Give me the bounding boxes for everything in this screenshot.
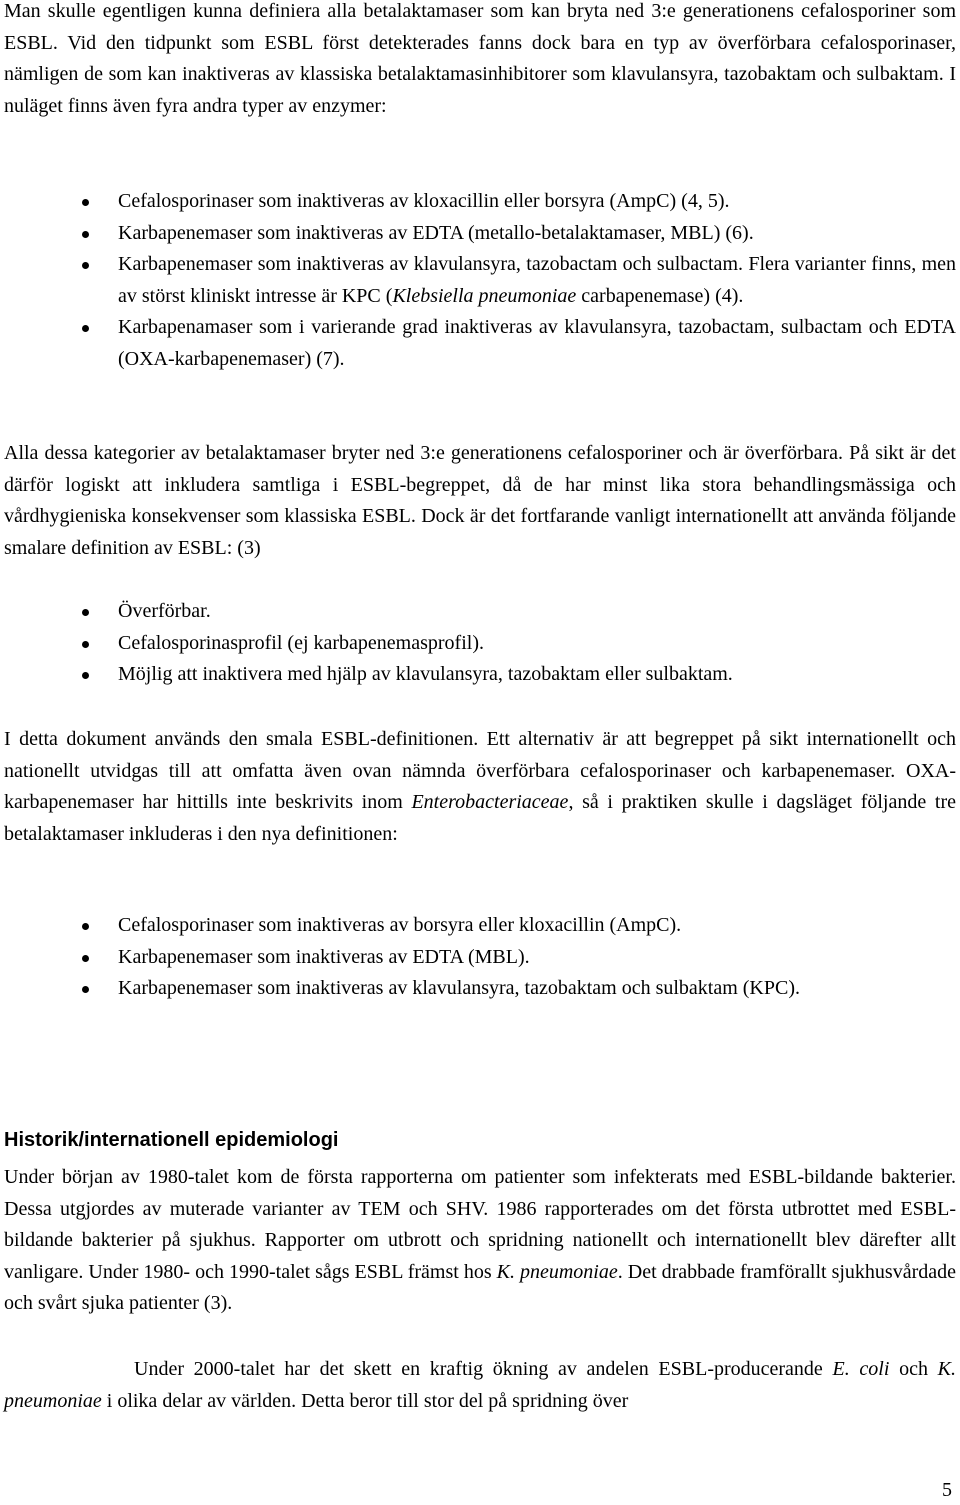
- bullet-icon: [82, 609, 89, 616]
- paragraph-history: [4, 1162, 956, 1320]
- list-item: [4, 628, 956, 660]
- species-name: K. pneumoniae: [496, 1260, 618, 1283]
- list-item-text: Möjlig att inaktivera med hjälp av klavulansyra, tazobaktam eller sulbaktam.: [118, 663, 733, 686]
- list-item-text: Cefalosporinasprofil (ej karbapenemasprofil).: [118, 631, 484, 654]
- document-page: [4, 0, 956, 1505]
- text-span: , så i praktiken skulle i dagsläget följande tre betalaktamaser inkluderas i den nya definitionen:: [4, 791, 956, 845]
- list-item-text: Cefalosporinaser som inaktiveras av borsyra eller kloxacillin (AmpC).: [118, 914, 682, 936]
- list-item-text: Karbapenamaser som i varierande grad inaktiveras av klavulansyra, tazobactam, sulbactam och EDTA (OXA-karbapenemaser) (7).: [118, 316, 956, 370]
- taxon-name: Enterobacteriaceae: [411, 791, 569, 814]
- list-item: [4, 910, 956, 942]
- bullet-icon: [82, 262, 89, 269]
- section-heading: Historik/internationell epidemiologi: [4, 1129, 339, 1151]
- bullet-icon: [82, 923, 89, 930]
- bullet-icon: [82, 672, 89, 679]
- text-span: I detta dokument används den smala ESBL-definitionen. Ett alternativ är att begreppet på sikt internationellt och nationellt utvidgas till att omfatta även ovan nämnda överförbara cefalosporinaser och karbapenemaser. OXA-karbapenemaser har hittills inte beskrivits inom: [4, 728, 956, 814]
- paragraph-definition: [4, 724, 956, 850]
- list-item: [4, 312, 956, 375]
- list-item: [4, 186, 956, 218]
- list-item: [4, 249, 956, 312]
- text-span: Under 2000-talet har det skett en kraftig ökning av andelen ESBL-producerande: [134, 1358, 833, 1380]
- species-name: K. pneumoniae: [4, 1358, 956, 1412]
- list-item-text: Cefalosporinaser som inaktiveras av kloxacillin eller borsyra (AmpC) (4, 5).: [118, 190, 730, 212]
- paragraph-categories: Alla dessa kategorier av betalaktamaser bryter ned 3:e generationens cefalosporiner och är överförbara. På sikt är det därför logiskt att inkludera samtliga i ESBL-begreppet, då de har minst lika stora behandlingsmässiga och vårdhygieniska konsekvenser som klassiska ESBL. Dock är det fortfarande vanligt internationellt att använda följande smalare definition av ESBL: (3): [4, 442, 956, 559]
- list-item-text: Karbapenemaser som inaktiveras av EDTA (metallo-betalaktamaser, MBL) (6).: [118, 221, 754, 244]
- paragraph-intro: Man skulle egentligen kunna definiera alla betalaktamaser som kan bryta ned 3:e generationens cefalosporiner som ESBL. Vid den tidpunkt som ESBL först detekterades fanns dock bara en typ av överförbara cefalosporinaser, nämligen de som kan inaktiveras av klassiska betalaktamasinhibitorer som klavulansyra, tazobaktam och sulbaktam. I nuläget finns även fyra andra typer av enzymer:: [4, 0, 956, 117]
- list-item: [4, 973, 956, 1005]
- list-item-text: Karbapenemaser som inaktiveras av EDTA (MBL).: [118, 945, 530, 968]
- esbl-definition-list: [4, 596, 956, 691]
- text-span: och: [889, 1358, 938, 1380]
- list-item-text: Karbapenemaser som inaktiveras av klavulansyra, tazobaktam och sulbaktam (KPC).: [118, 977, 801, 1000]
- enzyme-types-list: [4, 186, 956, 376]
- bullet-icon: [82, 231, 89, 238]
- species-name: Klebsiella pneumoniae: [392, 284, 577, 307]
- list-item: [4, 218, 956, 250]
- text-span: Under början av 1980-talet kom de första rapporterna om patienter som infekterats med ESBL-bildande bakterier. Dessa utgjordes av muterade varianter av TEM och SHV. 1986 rapporterades om det första utbrottet med ESBL-bildande bakterier på sjukhus. Rapporter om utbrott och spridning nationellt och internationellt blev därefter allt vanligare. Under 1980- och 1990-talet sågs ESBL främst hos: [4, 1166, 956, 1283]
- list-item-text: Karbapenemaser som inaktiveras av klavulansyra, tazobactam och sulbactam. Flera varianter finns, men av störst kliniskt intresse är KPC (: [118, 253, 956, 307]
- bullet-icon: [82, 199, 89, 206]
- bullet-icon: [82, 641, 89, 648]
- bullet-icon: [82, 325, 89, 332]
- list-item: [4, 596, 956, 628]
- page-number: 5: [942, 1479, 952, 1501]
- text-span: i olika delar av världen. Detta beror till stor del på spridning över: [101, 1389, 629, 1412]
- bullet-icon: [82, 986, 89, 993]
- list-item-text: Överförbar.: [118, 600, 211, 622]
- text-span: . Det drabbade framförallt sjukhusvårdade och svårt sjuka patienter (3).: [4, 1260, 956, 1315]
- list-item: [4, 659, 956, 691]
- paragraph-2000s: [4, 1354, 956, 1417]
- new-definition-list: [4, 910, 956, 1005]
- bullet-icon: [82, 955, 89, 962]
- list-item-text: carbapenemase) (4).: [576, 284, 744, 307]
- species-name: E. coli: [832, 1358, 890, 1380]
- list-item: [4, 942, 956, 974]
